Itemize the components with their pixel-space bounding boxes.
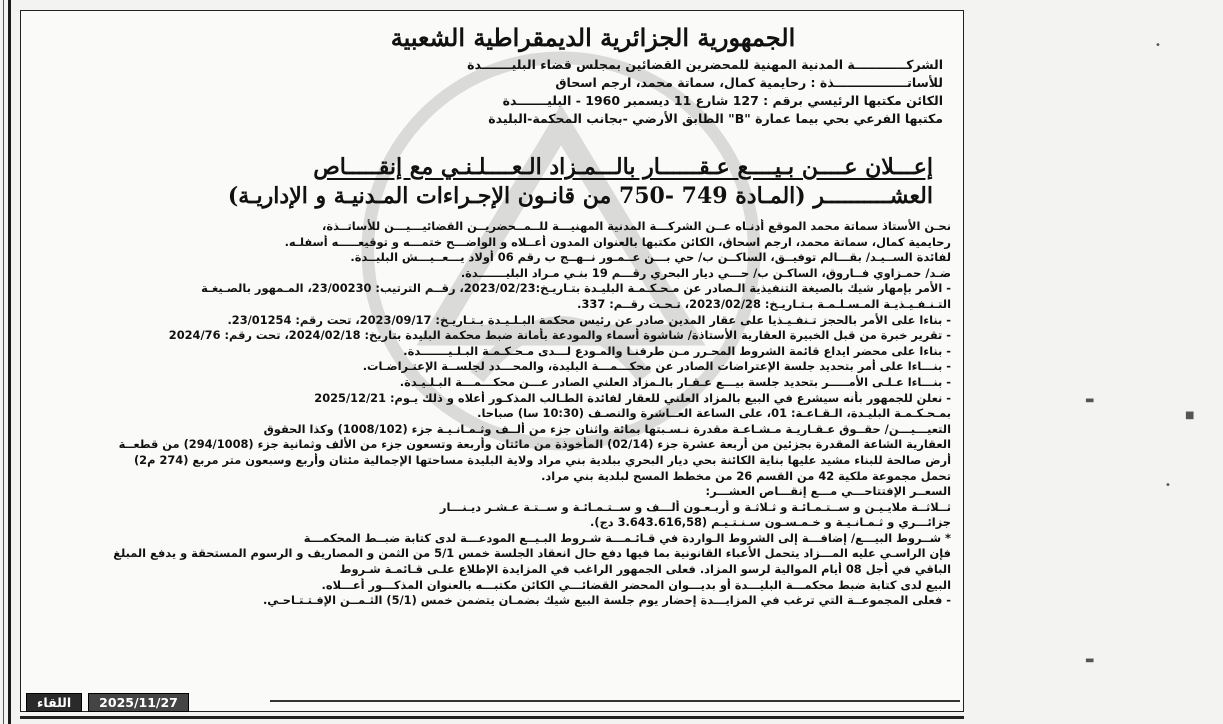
body-line: بمـحـكـمـة البليـدة، الـقـاعـة: 01، على الساعة العــاشرة والنصـف (10:30 سا) صباحا.	[477, 406, 951, 421]
page-edge-line	[3, 0, 4, 724]
body-line: السعــر الإفتتاحـــي مـــع إنقـــاص العشـــر:	[705, 484, 951, 499]
notice-footer	[26, 692, 189, 712]
body-line: الباقي في أجل 08 أيام الموالية لرسو المزاد. فعلى الجمهور الراغب في المزايدة الإطلاع علـى قـائمـة شـروط	[339, 562, 951, 577]
body-line: - الأمر بإمهار شيك بالصيغة التنفيذية الـصادر عن مـحـكـمـة البليـدة بتـاريـخ:2023/02/23، رقــم الترتيب: 23/00230، المـمهور بالصـيغـة	[201, 281, 951, 296]
body-line: - بناءا على محضر ايداع قائمة الشروط المحـرر مـن طرفنـا والمـودع لـــدى مـحـكـمـة البـلـيـــــــدة.	[403, 343, 951, 358]
body-line: البيع لدى كتابة ضبط محكمـــة البليـــدة أو بديـــوان المحضر القضائـــي الكائن مكتبـــه بالعنوان المذكـــور أعـــلاه.	[321, 577, 951, 592]
main-office-address: الكائن مكتبها الرئيسي برقم : 127 شارع 11 ديسمبر 1960 - البليـــــــدة	[502, 93, 943, 108]
company-name: الشركــــــــــــة المدنية المهنية للمحضرين القضائين بمجلس قضاء البليـــــــدة	[467, 57, 943, 72]
body-line: جزائـــري و ثـمـانـيـة و خـمـسـون سـنـتـيـم (3.643.616,58 دج).	[590, 515, 951, 530]
announcement-heading	[53, 153, 933, 211]
body-line: رحايمية كمال، سماتة محمد، ارجم اسحاق، الكائن مكتبها بالعنوان المدون أعــلاه و الواضـــح ختمـــه و توقيعـــــه أسفلـه.	[284, 234, 951, 249]
body-line: التعيـــيـــن/ حقــوق عـقـاريـة مـشـاعـة مقدرة نـسـبتها بمائة واثنان جزء من ألــف وثـمـانـيـة جزء (1008/102) وكذا الحقوق	[263, 421, 951, 436]
page-edge-rule	[8, 0, 11, 724]
announcement-line-1: إعـــلان عــــن بـيــــع عـقــــــار بالـــمـزاد الـعــــلـنـي مع إنقـــــاص	[313, 154, 933, 180]
body-line: لفائدة الســيـد/ بقـــالم توفيــق، الساكــن ب/ حي بـــن عــمـور نــهــج ب رقم 06 أولاد يـــعــيـــش البليــدة.	[350, 250, 951, 265]
body-line: العقارية الشاعة المقدرة بجزئين من أربعة عشرة جزء (02/14) المأخوذة من مائتان وأربعة وتسعون جزء من الألف وثمانية جزء (294/1008) من قطعــة	[118, 437, 951, 452]
republic-title: الجمهورية الجزائرية الديمقراطية الشعبية	[390, 23, 796, 52]
body-line: أرض صالحة للبناء مشيد عليها بناية الكائنة بحي ديار البحري ببلدية بني مراد ولاية البليدة مساحتها الإجمالية مئتان وأربع وسبعون متر مربع (274 م2)	[133, 452, 951, 467]
speck-icon: ■	[1185, 410, 1195, 421]
footer-divider	[270, 700, 960, 702]
partners-line: للأساتـــــــــــــــــذة : رحايمية كمال، سماتة محمد، ارجم اسحاق	[555, 75, 943, 90]
body-line: * شــروط البيـــع/ إضافـــة إلى الشروط الـواردة في قـائـمـــة شـروط البـيــع المودعـــة لدى كتابة ضبــط المحكمـــة	[303, 530, 951, 545]
body-line: ضـد/ حمـزاوي فــاروق، الساكـن ب/ حـــي ديار البحري رقـــم 19 بنـي مـراد البليـــــــدة.	[460, 265, 951, 280]
body-line: فإن الراسـي عليه المـــزاد يتحمل الأعباء القانونية بما فيها دفع حال انعقاد الجلسة خمس 5/1 من الثمن و المصاريف و الرسوم المستحقة و يدفع المبلغ	[113, 546, 951, 561]
body-line: ثــلاثــة ملايـيـن و ســتـمـائـة و ثـلاثـة و أربـعـون ألـــف و ســتـمـائـة و ســتـة عـشـر ديـنـــار	[439, 499, 951, 514]
body-line: - فعلى المجموعــة التي ترغب في المزايـــدة إحضار يوم جلسة البيع شيك بضمـان يتضمن خمس (5/1) الثـمــن الإفـتـتـاحـي.	[262, 593, 951, 608]
body-line: - بناءا على الأمر بالحجز تـنفـيـذيا على عقار المدين صادر عن رئيس محكمة البـلـيـدة بـتـاريـخ: 2023/09/17، تحت رقم: 23/01254.	[227, 312, 951, 327]
speck-icon: •	[1165, 480, 1171, 491]
body-line: - تقرير خبرة من قبل الخبيرة العقارية الأستاذة/ شاشوة أسماء والمودعة بأمانة ضبط محكمة البليدة بتاريخ: 2024/02/18، تحت رقم: 2024/76	[168, 328, 951, 343]
adjacent-page-margin	[975, 0, 1223, 724]
body-line: التـنـفـيـذيـة المـسـلـمـة بـتـاريـخ: 2023/02/28، تـحـت رقــم: 337.	[577, 296, 951, 311]
speck-icon: •	[1155, 40, 1161, 51]
bottom-border	[20, 716, 964, 719]
notice-body	[35, 219, 951, 609]
footer-label: اللقاء	[26, 693, 82, 712]
speck-icon: ▬	[1085, 395, 1095, 406]
announcement-line-2: العشــــــــــر (المـادة 749 -750 من قانـون الإجـراءات المـدنيـة و الإداريـة)	[227, 183, 933, 209]
body-line: - نعلن للجمهور بأنه سيشرع في البيع بالمزاد العلني للعقار لفائدة الطـالب المذكـور أعلاه و ذلك يـوم: 2025/12/21	[314, 390, 951, 405]
speck-icon: ▬	[1085, 655, 1095, 666]
footer-date: 2025/11/27	[88, 693, 189, 712]
legal-notice-page	[20, 10, 964, 712]
body-line: - بنـــاءا على أمر بتحديد جلسة الإعتراضات الصادر عن محكـــمـــة البليدة، والمحـــدد لجلســة الإعتـراضـات.	[362, 359, 951, 374]
body-line: نحـن الأستاذ سماتة محمد الموقع أدنـاه عــن الشركـــة المدنية المهنيـــة للــمــحضريــن القضائيـــيـــن للأساتــذة،	[322, 219, 951, 233]
branch-office-address: مكتبها الفرعي بحي بيما عمارة "B" الطابق الأرضي -بجانب المحكمة-البليدة	[488, 111, 943, 126]
body-line: تحمل مجموعة ملكية 42 من القسم 26 من مخطط المسح لبلدية بني مراد.	[541, 468, 951, 483]
body-line: - بنـــاءا عـلـى الأمـــــر بتحديد جلسة بيـــع عـقـار بالـمزاد العلني الصادر عـــن محكـــمـــة البـلـيـدة.	[399, 374, 951, 389]
notice-header	[243, 23, 943, 128]
